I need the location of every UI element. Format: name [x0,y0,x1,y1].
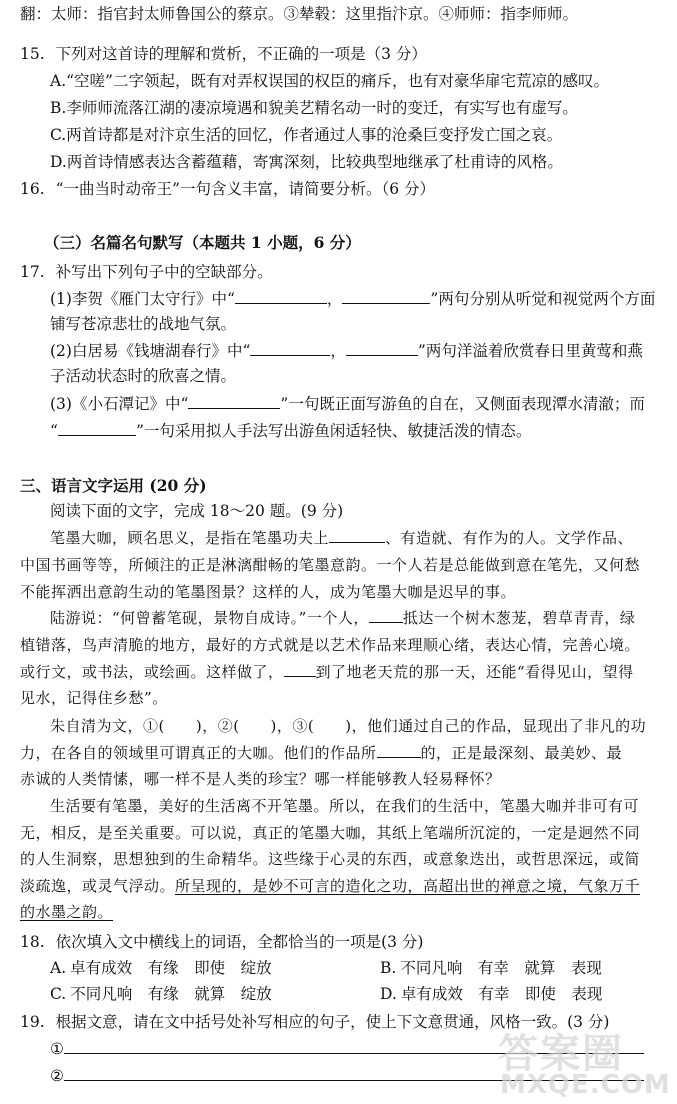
passage-line [50,528,633,548]
answer-marker: ② [50,1067,64,1085]
text: ， [330,342,346,360]
option-text: 两首诗都是对汴京生活的回忆，作者通过人事的沧桑巨变抒发亡国之哀。 [66,126,563,144]
part-title: 三、语言文字运用 (20 分) [20,476,207,495]
q17-item-1-line-2: 铺写苍凉悲壮的战地气氛。 [50,315,237,333]
question-stem: 补写出下列句子中的空缺部分。 [55,263,273,281]
text: 力，在各自的领域里可谓真正的大咖。他们的作品所 [20,744,377,762]
passage-line: 见水，记得住乡愁”。 [20,689,168,707]
q15-option-d [50,152,563,172]
passage-line: 植错落，鸟声清脆的地方，最好的方式就是以艺术作品来理顺心绪，表达心情，完善心境。 [20,636,641,654]
q15-option-c [50,125,562,145]
text: 陆游说：“何曾蓄笔砚，景物自成诗。”一个人， [50,609,369,627]
passage-line: 无，相反，是至关重要。可以说，真正的笔墨大咖，其纸上笔端所沉淀的，一定是迥然不同 [20,824,641,842]
q17-item-2-line-2: 子活动状态时的欣喜之情。 [50,367,237,385]
text: ”两句洋溢着欣赏春日里黄莺和燕 [417,342,643,360]
passage-line [50,608,635,628]
q17-item-3-line-1 [50,394,645,414]
text: 抵达一个树木葱茏，碧草青青，绿 [402,609,636,627]
underlined-sentence-end: 的水墨之韵。 [20,903,114,921]
question-stem: 根据文意，请在文中括号处补写相应的句子，使上下文意贯通，风格一致。(3 分) [55,1013,610,1031]
option-letter: C. [50,985,67,1003]
text: (2)白居易《钱塘湖春行》中“ [50,342,251,360]
text: (3)《小石潭记》中“ [50,395,189,413]
option-letter: A. [50,72,67,90]
passage-line: 的人生洞察，思想独到的生命精华。这些缘于心灵的东西，或意象迭出，或哲思深远，或简 [20,850,641,868]
q17-item-3-line-2 [50,421,531,441]
option-letter: B. [50,99,67,117]
q17-item-1-line-1 [50,289,655,309]
annotation-prefix: 翻： [20,5,52,23]
question-17-stem [20,262,273,282]
passage-line [20,743,622,763]
text: ”一句既正面写游鱼的自在，又侧面表现潭水清澈；而 [280,395,645,413]
question-15-stem [20,44,427,64]
question-number: 15. [20,45,45,63]
passage-line: 生活要有笔墨，美好的生活离不开笔墨。所以，在我们的生活中，笔墨大咖并非可有可 [50,797,640,815]
annotation-line [20,4,578,24]
answer-marker: ① [50,1040,64,1058]
option-text: “空嗟”二字领起，既有对弄权误国的权臣的痛斥，也有对豪华扉宅荒凉的感叹。 [66,72,609,90]
text: ”一句采用拟人手法写出游鱼闲适轻快、敏捷活泼的情态。 [135,422,532,440]
passage-line [20,662,634,682]
option-letter: B. [380,959,397,977]
section-title: （三）名篇名句默写（本题共 1 小题，6 分） [44,233,361,252]
question-18-stem [20,932,423,952]
passage-line: 中国书画等等，所倾注的正是淋漓酣畅的笔墨意韵。一个人若是总能做到意在笔先，又何愁 [20,556,641,574]
fill-blank[interactable] [369,608,403,623]
question-stem: 下列对这首诗的理解和赏析，不正确的一项是（3 分） [55,45,427,63]
option-letter: A. [50,959,67,977]
fill-blank[interactable] [58,421,136,436]
watermark-logo: 答案圈 [498,1031,624,1077]
option-text: 李师师流落江湖的凄凉境遇和貌美艺精名动一时的变迁，有实写也有虚写。 [66,99,578,117]
question-number: 19. [20,1013,45,1031]
passage-line [20,876,640,896]
text: 笔墨大咖，顾名思义，是指在笔墨功夫上 [50,529,330,547]
q18-option-a [50,958,272,978]
fill-blank[interactable] [235,289,327,304]
text: 的，正是最深刻、最美妙、最 [420,744,623,762]
option-text: 不同凡响 有幸 就算 表现 [400,959,602,977]
q18-option-b [380,958,602,978]
option-letter: D. [50,153,67,171]
text: 、有造就、有作为的人。文学作品、 [385,529,634,547]
question-number: 16. [20,180,45,198]
annotation-text: 太师：指官封太师鲁国公的蔡京。③辇毂：这里指汴京。④师师：指李师师。 [51,5,579,23]
q15-option-b [50,98,578,118]
question-stem: “一曲当时动帝王”一句含义丰富，请简要分析。（6 分） [55,180,435,198]
option-text: 两首诗情感表达含蓄蕴藉，寄寓深刻，比较典型地继承了杜甫诗的风格。 [66,153,563,171]
fill-blank[interactable] [329,528,385,543]
q18-option-d [380,984,602,1004]
q15-option-a [50,71,609,91]
fill-blank[interactable] [346,341,418,356]
reading-intro: 阅读下面的文字，完成 18～20 题。(9 分) [50,502,344,520]
q17-item-2-line-1 [50,341,643,361]
passage-line: 赤诚的人类情愫，哪一样不是人类的珍宝？哪一样能够教人轻易释怀？ [20,770,501,788]
fill-blank[interactable] [250,341,330,356]
option-text: 不同凡响 有缘 就算 绽放 [70,985,272,1003]
fill-blank[interactable] [377,743,421,758]
question-stem: 依次填入文中横线上的词语，全都恰当的一项是(3 分) [55,933,424,951]
text: ， [326,290,343,308]
passage-line: 朱自清为文，①( )，②( )，③( )，他们通过自己的作品，显现出了非凡的功 [50,717,647,735]
underlined-sentence: 所呈现的，是妙不可言的造化之功，高超出世的禅意之境，气象万千 [175,877,641,895]
q18-option-c [50,984,272,1004]
option-letter: D. [380,985,397,1003]
text: 淡疏逸，或灵气浮动。 [20,877,176,895]
text: 到了地老天荒的那一天，还能“看得见山，望得 [315,663,634,681]
question-number: 18. [20,933,45,951]
fill-blank[interactable] [188,394,280,409]
text: 或行文，或书法，或绘画。这样做了， [20,663,284,681]
option-letter: C. [50,126,67,144]
text: ”两句分别从听觉和视觉两个方面 [430,290,656,308]
text: “ [50,422,58,440]
passage-line: 不能挥洒出意韵生动的笔墨图景？这样的人，成为笔墨大咖是迟早的事。 [20,583,517,601]
fill-blank[interactable] [284,662,316,677]
option-text: 卓有成效 有幸 即使 表现 [400,985,603,1003]
question-16 [20,179,435,199]
watermark-url: MXQE.COM [500,1070,671,1100]
option-text: 卓有成效 有缘 即使 绽放 [70,959,272,977]
question-number: 17. [20,263,45,281]
fill-blank[interactable] [342,289,430,304]
text: (1)李贺《雁门太守行》中“ [50,290,235,308]
